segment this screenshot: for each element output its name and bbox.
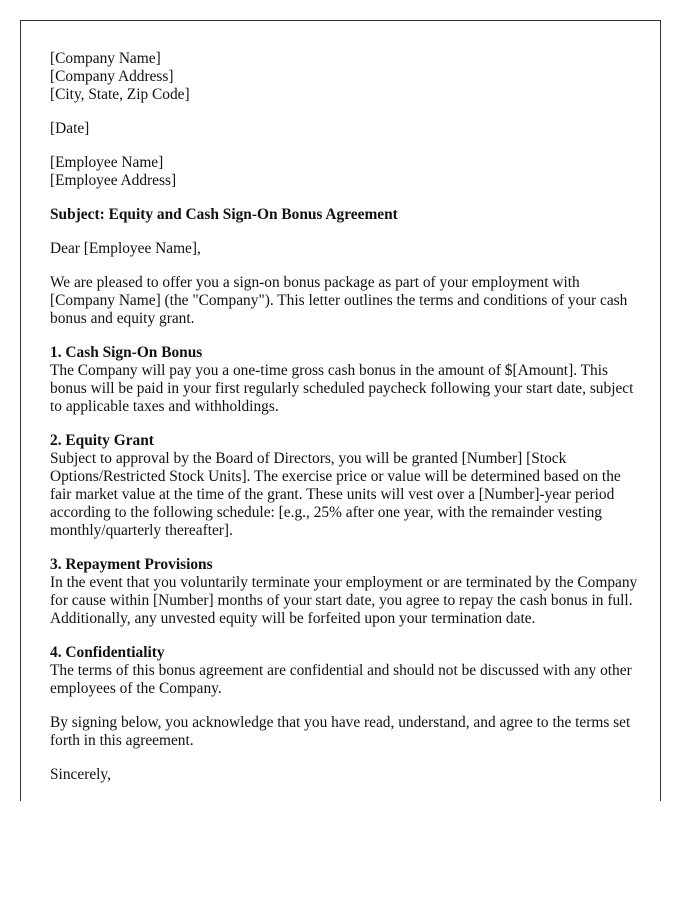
salutation: Dear [Employee Name],	[50, 240, 201, 257]
company-city-state-zip: [City, State, Zip Code]	[50, 86, 190, 103]
employee-address: [Employee Address]	[50, 172, 177, 189]
employee-name: [Employee Name]	[50, 154, 164, 171]
section-body: The terms of this bonus agreement are confidential and should not be discussed with any other employees of the Company.	[50, 662, 632, 697]
company-address: [Company Address]	[50, 68, 174, 85]
acknowledgement-paragraph: By signing below, you acknowledge that you have read, understand, and agree to the terms set forth in this agreement.	[50, 714, 631, 749]
section-heading: 3. Repayment Provisions	[50, 556, 213, 573]
letter-content	[50, 50, 640, 800]
section-body: The Company will pay you a one-time gross cash bonus in the amount of $[Amount]. This bonus will be paid in your first regularly scheduled paycheck following your start date, subject to applicable taxes and withholdings.	[50, 362, 634, 415]
sender-address	[50, 50, 640, 104]
section-heading: 1. Cash Sign-On Bonus	[50, 344, 203, 361]
section-repayment	[50, 556, 640, 628]
section-body: Subject to approval by the Board of Directors, you will be granted [Number] [Stock Options/Restricted Stock Units]. The exercise price or value will be determined based on the fair market value at the time of the grant. These units will vest over a [Number]-year period according to the following schedule: [e.g., 25% after one year, with the remainder vesting monthly/quarterly thereafter].	[50, 450, 621, 539]
company-name: [Company Name]	[50, 50, 161, 67]
subject-line: Subject: Equity and Cash Sign-On Bonus Agreement	[50, 206, 398, 223]
recipient-address	[50, 154, 640, 190]
section-heading: 4. Confidentiality	[50, 644, 165, 661]
letter-page	[20, 20, 661, 801]
section-body: In the event that you voluntarily terminate your employment or are terminated by the Company for cause within [Number] months of your start date, you agree to repay the cash bonus in full. Additionally, any unvested equity will be forfeited upon your termination date.	[50, 574, 638, 627]
letter-date	[50, 120, 640, 138]
section-cash-bonus	[50, 344, 640, 416]
section-confidentiality	[50, 644, 640, 698]
section-equity-grant	[50, 432, 640, 540]
section-heading: 2. Equity Grant	[50, 432, 154, 449]
closing: Sincerely,	[50, 766, 111, 783]
intro-paragraph: We are pleased to offer you a sign-on bonus package as part of your employment with [Company Name] (the "Company"). This letter outlines the terms and conditions of your cash bonus and equity grant.	[50, 274, 628, 327]
date-text: [Date]	[50, 120, 90, 137]
